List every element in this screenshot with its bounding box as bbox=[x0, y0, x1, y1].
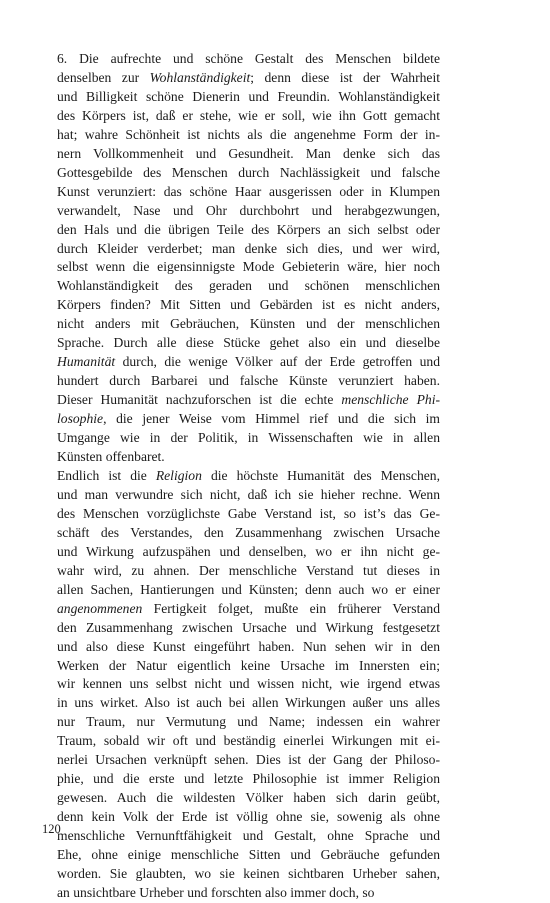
line-text: menschliche Vernunftfähigkeit und Gestalt, ohne Sprache und bbox=[57, 828, 440, 844]
text-line bbox=[42, 732, 440, 751]
line-text: Künsten offenbaret. bbox=[57, 449, 165, 465]
text-line bbox=[42, 486, 440, 505]
line-text: den Hals und die übrigen Teile des Körpers an sich selbst oder bbox=[57, 221, 440, 237]
line-text: nern Vollkommenheit und Gesundheit. Man denke sich das bbox=[57, 145, 440, 161]
text-line bbox=[42, 88, 440, 107]
text-line bbox=[42, 258, 440, 277]
line-text: schäft des Verstandes, den Zusammenhang zwischen Ursache bbox=[57, 524, 440, 540]
text-line bbox=[42, 827, 440, 846]
text-line bbox=[42, 410, 440, 429]
line-text: phie, und die erste und letzte Philosophie ist immer Religion bbox=[57, 771, 440, 787]
text-line bbox=[42, 69, 440, 88]
line-text: Traum, sobald wir oft und beständig einerlei Wirkungen mit ei- bbox=[57, 733, 440, 749]
line-text: Gottesgebilde des Menschen durch Nachlässigkeit und falsche bbox=[57, 164, 440, 180]
text-line bbox=[42, 657, 440, 676]
line-text: nicht anders mit Gebräuchen, Künsten und der menschlichen bbox=[57, 316, 440, 332]
text-line bbox=[42, 164, 440, 183]
line-text: Sprache. Durch alle diese Stücke gehet also ein und dieselbe bbox=[57, 335, 440, 351]
line-text: wahr wird, zu ahnen. Der menschliche Verstand tut dieses in bbox=[57, 562, 440, 578]
line-text: durch Kleider verderbet; man denke sich dies, und wer wird, bbox=[57, 240, 440, 256]
text-line bbox=[42, 145, 440, 164]
text-line bbox=[42, 770, 440, 789]
text-line bbox=[42, 789, 440, 808]
paragraph-humanity bbox=[42, 50, 440, 467]
text-line bbox=[42, 713, 440, 732]
line-text: hundert durch Barbarei und falsche Künste verunziert haben. bbox=[57, 373, 440, 389]
page-number: 120 bbox=[42, 822, 61, 836]
text-line bbox=[42, 751, 440, 770]
text-line bbox=[42, 126, 440, 145]
line-text: wir kennen uns selbst nicht und wissen nicht, wie irgend etwas bbox=[57, 676, 440, 692]
line-text: Fertigkeit folget, mußte ein früherer Verstand bbox=[142, 600, 440, 616]
line-text: 6. Die aufrechte und schöne Gestalt des Menschen bildete bbox=[57, 51, 440, 66]
line-text: durch, die wenige Völker auf der Erde getroffen und bbox=[115, 354, 440, 370]
text-line bbox=[42, 846, 440, 865]
line-text: Werken der Natur eigentlich keine Ursache im Innersten ein; bbox=[57, 657, 440, 673]
text-line bbox=[42, 638, 440, 657]
page-body bbox=[42, 50, 440, 903]
line-text: selbst wenn die eigensinnigste Mode Gebieterin wäre, hier noch bbox=[57, 259, 440, 275]
line-text: gewesen. Auch die wildesten Völker haben sich darin geübt, bbox=[57, 790, 440, 806]
text-line bbox=[42, 467, 440, 486]
text-line bbox=[42, 581, 440, 600]
line-text: und also diese Kunst eingeführt haben. Nun sehen wir in den bbox=[57, 638, 440, 654]
text-line bbox=[42, 524, 440, 543]
line-text: verwandelt, Nase und Ohr durchbohrt und herabgezwungen, bbox=[57, 202, 440, 218]
text-line bbox=[42, 448, 440, 467]
text-line bbox=[42, 694, 440, 713]
text-line bbox=[42, 675, 440, 694]
emphasis: angenommenen bbox=[57, 600, 143, 616]
line-text: Wohlanständigkeit des geraden und schönen menschlichen bbox=[57, 278, 440, 294]
line-text: in uns wirket. Also ist auch bei allen Wirkungen außer uns alles bbox=[57, 695, 440, 711]
text-line bbox=[42, 865, 440, 884]
line-text: an unsichtbare Urheber und forschten also immer doch, so bbox=[57, 884, 375, 900]
text-line bbox=[42, 334, 440, 353]
line-text: und Wirkung aufzuspähen und denselben, wo er ihn nicht ge- bbox=[57, 543, 440, 559]
line-text: allen Sachen, Hantierungen und Künsten; denn auch wo er einer bbox=[57, 581, 440, 597]
line-text: des Menschen vorzüglichste Gabe Verstand ist, so ist’s das Ge- bbox=[57, 505, 440, 521]
line-text: nerlei Ursachen verknüpft sehen. Dies ist der Gang der Philoso- bbox=[57, 752, 440, 768]
text-line bbox=[42, 202, 440, 221]
text-line bbox=[42, 277, 440, 296]
paragraph-religion bbox=[42, 467, 440, 903]
line-text: Kunst verunziert: das schöne Haar ausgerissen oder in Klumpen bbox=[57, 183, 440, 199]
text-line bbox=[42, 391, 440, 410]
text-line bbox=[42, 315, 440, 334]
line-text: worden. Sie glaubten, wo sie keinen sichtbaren Urheber sahen, bbox=[57, 865, 440, 881]
line-text: Umgange wie in der Politik, in Wissenschaften wie in allen bbox=[57, 430, 440, 446]
text-line bbox=[42, 107, 440, 126]
text-line bbox=[42, 562, 440, 581]
line-text: hat; wahre Schönheit ist nichts als die angenehme Form der in- bbox=[57, 126, 440, 142]
line-text: denselben zur bbox=[57, 69, 150, 85]
text-line bbox=[42, 240, 440, 259]
text-line bbox=[42, 543, 440, 562]
line-text: ; denn diese ist der Wahrheit bbox=[250, 69, 440, 85]
line-text: und Billigkeit schöne Dienerin und Freundin. Wohlanständigkeit bbox=[57, 88, 440, 104]
text-line bbox=[42, 353, 440, 372]
line-text: und man verwundre sich nicht, daß ich sie hieher rechne. Wenn bbox=[57, 486, 440, 502]
line-text: , die jener Weise vom Himmel rief und die sich im bbox=[103, 411, 440, 427]
line-text: die höchste Humanität des Menschen, bbox=[201, 467, 440, 483]
text-line bbox=[42, 183, 440, 202]
emphasis: menschliche Phi- bbox=[341, 392, 440, 408]
line-text: Ehe, ohne einige menschliche Sitten und Gebräuche gefunden bbox=[57, 847, 440, 863]
text-line bbox=[42, 372, 440, 391]
line-text: des Körpers ist, daß er stehe, wie er soll, wie ihn Gott gemacht bbox=[57, 107, 440, 123]
text-line bbox=[42, 505, 440, 524]
line-text: Dieser Humanität nachzuforschen ist die echte bbox=[57, 392, 342, 408]
line-text: Körpers finden? Mit Sitten und Gebärden ist es nicht anders, bbox=[57, 297, 440, 313]
emphasis: losophie bbox=[57, 411, 104, 427]
emphasis: Humanität bbox=[57, 354, 116, 370]
text-line bbox=[42, 50, 440, 69]
line-text: nur Traum, nur Vermutung und Name; indessen ein wahrer bbox=[57, 714, 440, 730]
line-text: Endlich ist die bbox=[57, 467, 156, 483]
emphasis: Wohlanständigkeit bbox=[149, 69, 251, 85]
text-line bbox=[42, 296, 440, 315]
text-line bbox=[42, 429, 440, 448]
text-line bbox=[42, 808, 440, 827]
text-line bbox=[42, 221, 440, 240]
text-line bbox=[42, 600, 440, 619]
text-line bbox=[42, 884, 440, 903]
text-line bbox=[42, 619, 440, 638]
line-text: den Zusammenhang zwischen Ursache und Wirkung festgesetzt bbox=[57, 619, 440, 635]
line-text: denn kein Volk der Erde ist völlig ohne sie, sowenig als ohne bbox=[57, 809, 440, 825]
emphasis: Religion bbox=[155, 467, 202, 483]
